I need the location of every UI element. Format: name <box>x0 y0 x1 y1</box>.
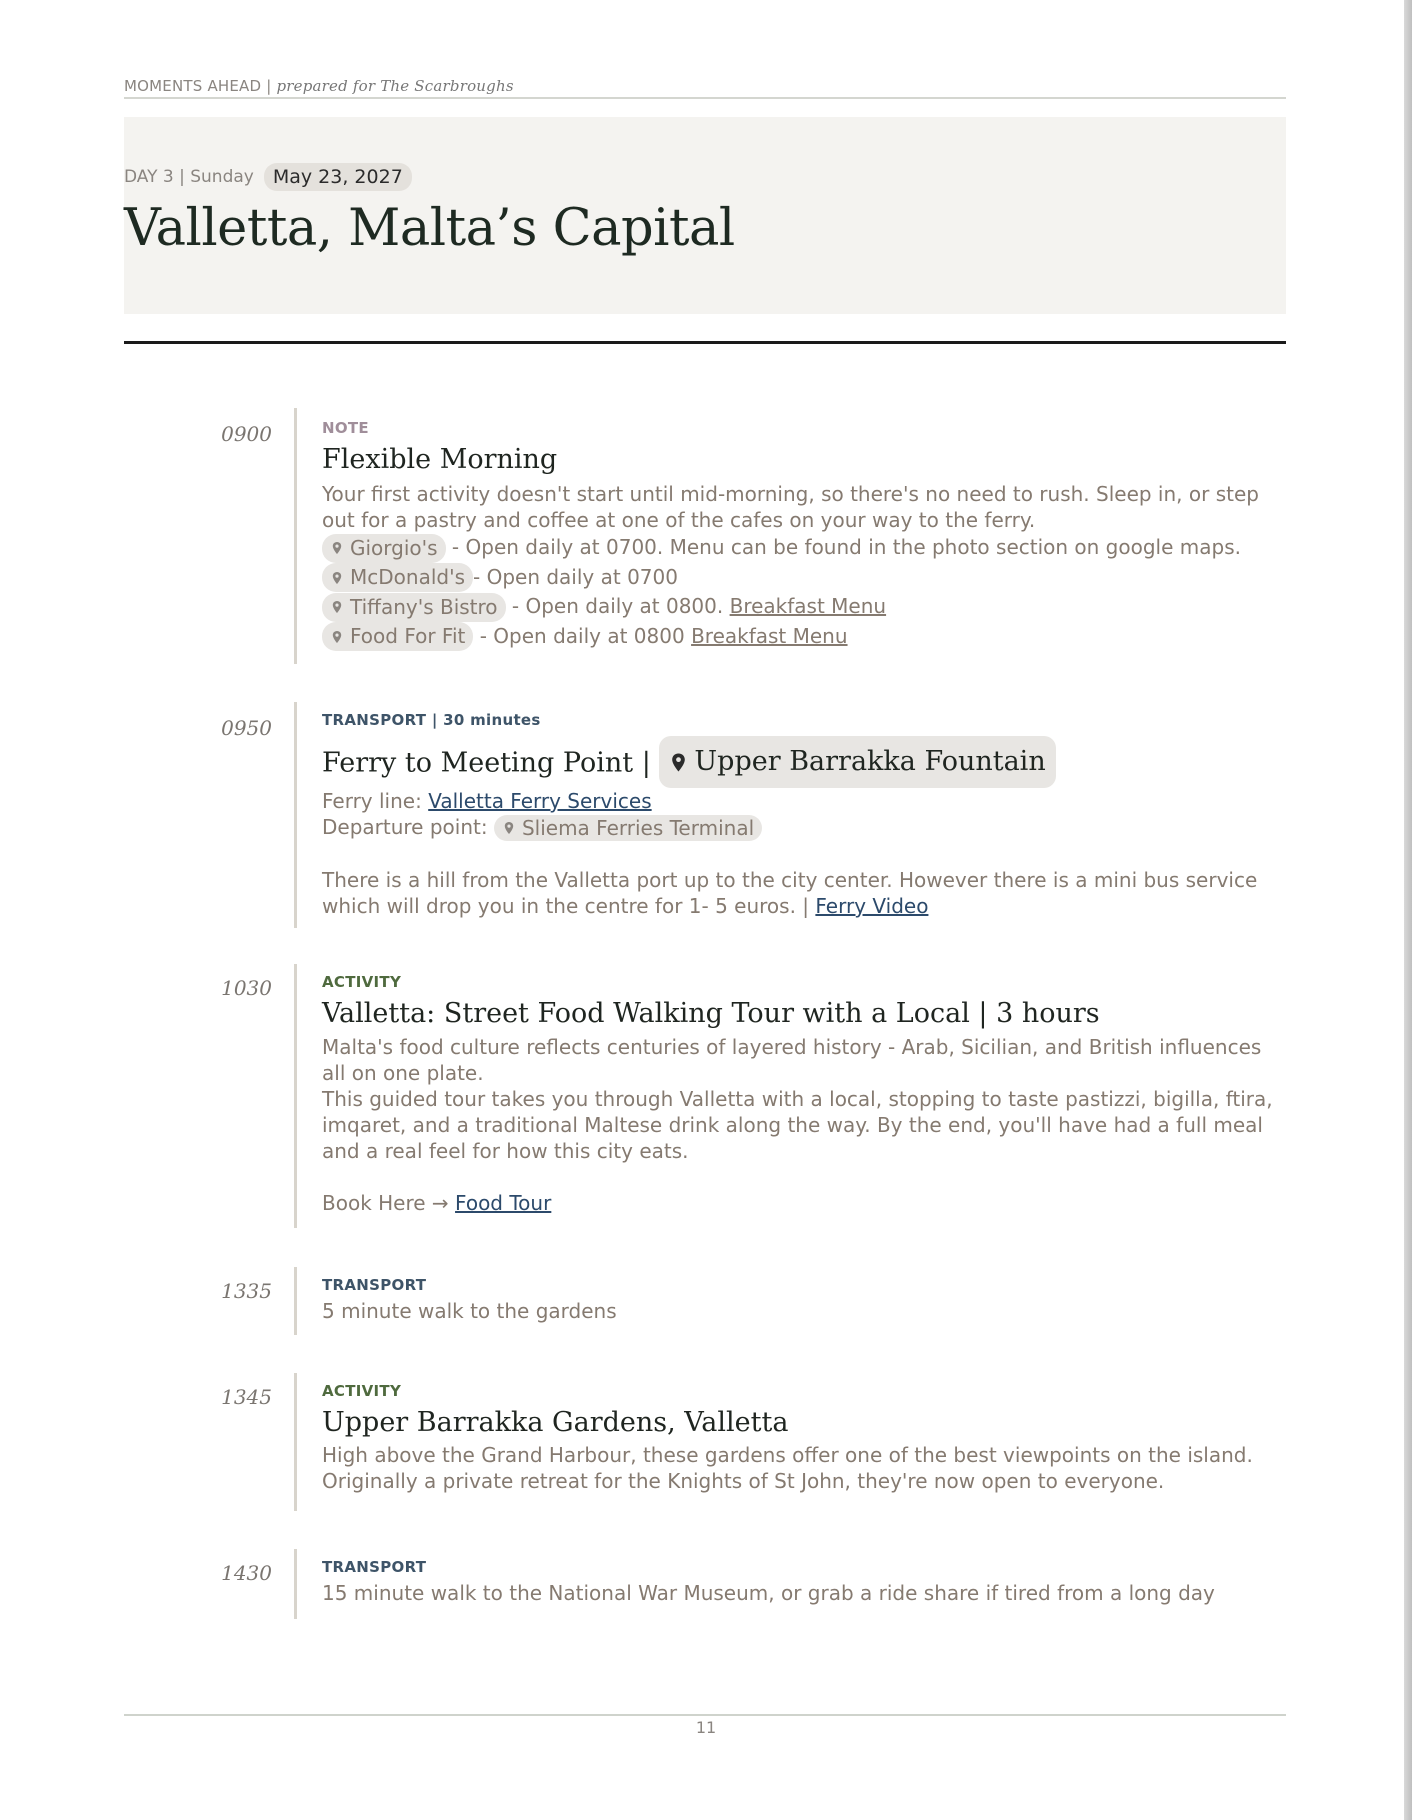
place-pill[interactable] <box>322 622 473 651</box>
departure-pill[interactable] <box>494 815 762 841</box>
hero-divider <box>124 341 1286 344</box>
entry-time: 1335 <box>221 1279 272 1303</box>
timeline-rail <box>294 702 297 928</box>
itinerary-entry-0900 <box>124 408 1286 664</box>
meeting-point-pill[interactable] <box>659 736 1055 788</box>
location-pin-icon <box>332 542 342 554</box>
entry-content <box>322 1373 1286 1494</box>
location-pin-icon <box>332 601 342 613</box>
entry-time: 0950 <box>221 716 272 740</box>
place-name: Tiffany's Bistro <box>350 594 498 619</box>
itinerary-entry-1345 <box>124 1373 1286 1511</box>
entry-title: Ferry to Meeting Point | <box>322 747 651 779</box>
day-line <box>124 163 412 191</box>
entry-content <box>322 408 1286 651</box>
entry-time: 1430 <box>221 1561 272 1585</box>
booking-line <box>322 1190 1286 1216</box>
spacer <box>322 841 1286 867</box>
entry-content <box>322 702 1286 919</box>
place-desc: - Open daily at 0800 <box>473 623 692 648</box>
entry-text: 5 minute walk to the gardens <box>322 1299 617 1323</box>
timeline-rail <box>294 408 297 664</box>
place-row <box>322 533 1286 563</box>
day-hero <box>124 117 1286 314</box>
page-edge-shadow <box>1404 0 1412 1820</box>
running-header <box>124 77 1286 95</box>
ferry-video-link[interactable]: Ferry Video <box>815 894 929 918</box>
day-title: Valletta, Malta’s Capital <box>124 199 735 258</box>
timeline-rail <box>294 1549 297 1619</box>
entry-content <box>322 964 1286 1216</box>
entry-time: 1030 <box>221 976 272 1000</box>
location-pin-icon <box>671 753 686 772</box>
ferry-note-text: There is a hill from the Valletta port up to the city center. However there is a mini bus service which will drop you in the centre for 1- 5 euros. | <box>322 868 1258 918</box>
date-pill: May 23, 2027 <box>264 163 412 191</box>
prepared-for: prepared for The Scarbroughs <box>276 77 514 95</box>
entry-tag: TRANSPORT <box>322 1276 427 1294</box>
header-divider <box>124 97 1286 99</box>
book-label: Book Here → <box>322 1191 456 1215</box>
itinerary-entry-1430 <box>124 1549 1286 1619</box>
itinerary-entry-0950 <box>124 702 1286 928</box>
entry-title-row <box>322 736 1286 788</box>
breakfast-menu-link[interactable]: Breakfast Menu <box>729 594 887 618</box>
itinerary-entry-1335 <box>124 1267 1286 1335</box>
timeline-rail <box>294 1373 297 1511</box>
ferry-label: Ferry line: <box>322 789 429 813</box>
entry-title: Flexible Morning <box>322 444 558 475</box>
place-name: McDonald's <box>350 565 465 589</box>
brand-label: MOMENTS AHEAD | <box>124 77 272 95</box>
departure-label: Departure point: <box>322 815 494 839</box>
page-number: 11 <box>695 1718 717 1737</box>
place-desc: - Open daily at 0700. Menu can be found in the photo section on google maps. <box>445 535 1241 559</box>
entry-intro: Your first activity doesn't start until mid-morning, so there's no need to rush. Sleep in, or step out for a pastry and coffee at one of the cafes on your way to the ferry. <box>322 482 1259 532</box>
entry-title: Upper Barrakka Gardens, Valletta <box>322 1407 789 1438</box>
breakfast-menu-link[interactable]: Breakfast Menu <box>691 623 848 648</box>
entry-content <box>322 1549 1286 1606</box>
timeline-rail <box>294 964 297 1228</box>
timeline-rail <box>294 1267 297 1335</box>
departure-line <box>322 814 1286 841</box>
footer-divider <box>124 1714 1286 1716</box>
entry-tag: TRANSPORT <box>322 1558 427 1576</box>
itinerary-entry-1030 <box>124 964 1286 1228</box>
entry-title: Valletta: Street Food Walking Tour with a Local | 3 hours <box>322 998 1100 1029</box>
entry-paragraph: Malta's food culture reflects centuries of layered history - Arab, Sicilian, and British influences all on one plate. <box>322 1035 1262 1085</box>
entry-tag: NOTE <box>322 419 369 437</box>
location-pin-icon <box>332 631 342 643</box>
entry-time: 1345 <box>221 1385 272 1409</box>
ferry-service-link[interactable]: Valletta Ferry Services <box>428 789 652 813</box>
meeting-point-name: Upper Barrakka Fountain <box>694 746 1046 777</box>
entry-tag: ACTIVITY <box>322 973 402 991</box>
entry-tag: TRANSPORT | 30 minutes <box>322 711 541 729</box>
place-pill[interactable] <box>322 593 506 622</box>
entry-text: High above the Grand Harbour, these gardens offer one of the best viewpoints on the island. Originally a private retreat for the Knights of St John, they're now open to everyone. <box>322 1443 1253 1493</box>
entry-text: 15 minute walk to the National War Museum, or grab a ride share if tired from a long day <box>322 1581 1215 1605</box>
place-pill[interactable] <box>322 534 446 563</box>
departure-place: Sliema Ferries Terminal <box>521 816 755 840</box>
place-name: Giorgio's <box>350 535 438 560</box>
place-name: Food For Fit <box>350 624 466 648</box>
entry-time: 0900 <box>221 422 272 446</box>
location-pin-icon <box>504 822 514 834</box>
place-row <box>322 563 1286 593</box>
location-pin-icon <box>332 572 342 584</box>
food-tour-link[interactable]: Food Tour <box>455 1191 552 1215</box>
place-pill[interactable] <box>322 563 473 592</box>
place-desc: - Open daily at 0700 <box>473 564 678 589</box>
entry-tag: ACTIVITY <box>322 1382 402 1400</box>
entry-content <box>322 1267 1286 1324</box>
ferry-note <box>322 867 1286 919</box>
entry-paragraph: This guided tour takes you through Valletta with a local, stopping to taste pastizzi, bigilla, ftira, imqaret, and a traditional Maltese drink along the way. By the end, you'll have had a full meal and a real feel for how this city eats. <box>322 1087 1273 1163</box>
day-label: DAY 3 | Sunday <box>124 167 254 187</box>
place-row <box>322 622 1286 652</box>
ferry-line <box>322 788 1286 814</box>
place-row <box>322 592 1286 622</box>
spacer <box>322 1164 1286 1190</box>
place-desc: - Open daily at 0800. <box>505 594 730 618</box>
